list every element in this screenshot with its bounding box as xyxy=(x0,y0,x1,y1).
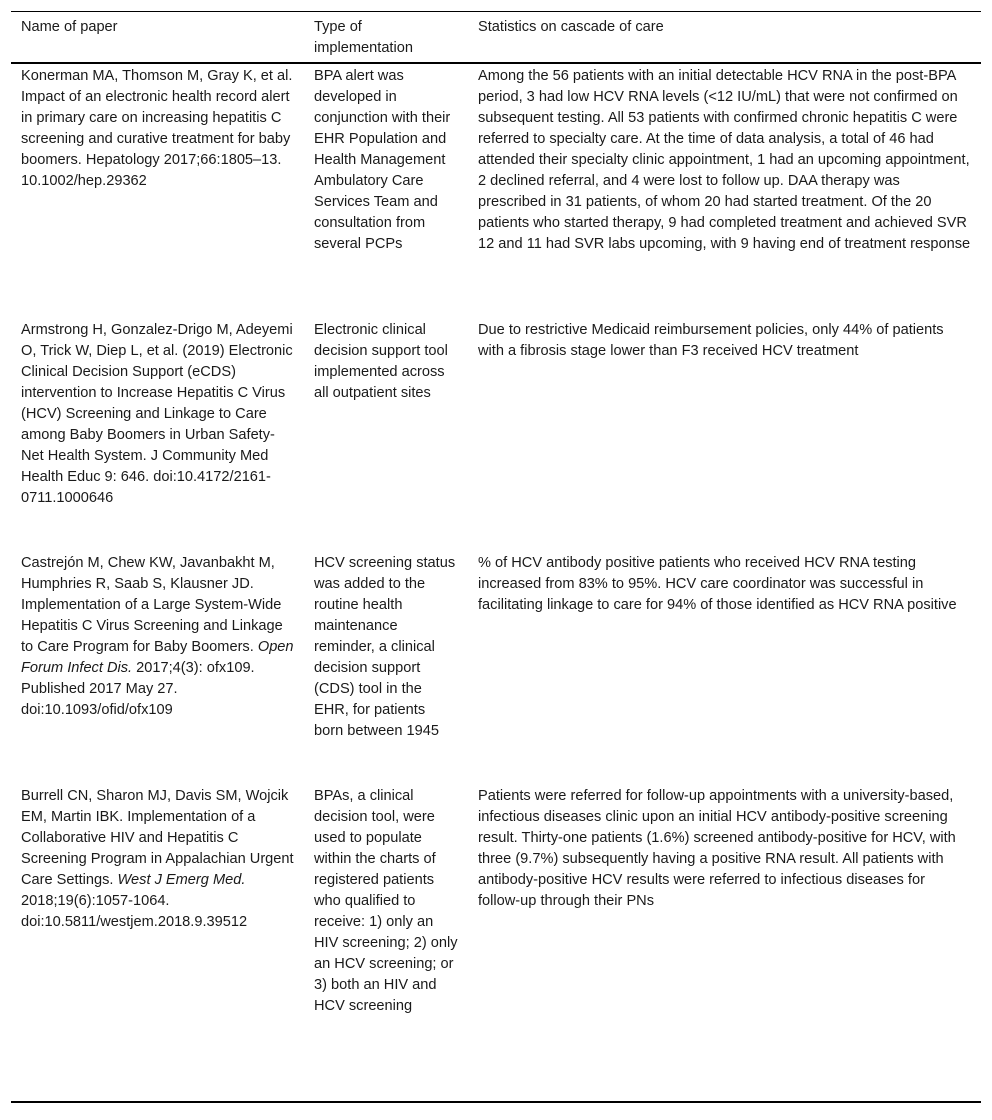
table-row xyxy=(11,784,981,1101)
paper-citation: Castrejón M, Chew KW, Javanbakht M, Humphries R, Saab S, Klausner JD. Implementation of a Large System-Wide Hepatitis C Virus Screening and Linkage to Care Program for Baby Boomers. Open Forum Infect Dis. 2017;4(3): ofx109. Published 2017 May 27. doi:10.1093/ofid/ofx109 xyxy=(21,555,294,718)
table-row xyxy=(11,318,981,551)
cascade-statistics: % of HCV antibody positive patients who received HCV RNA testing increased from 83% to 95%. HCV care coordinator was successful in facilitating linkage to care for 94% of those identified as HCV RNA positive xyxy=(478,555,957,613)
header-name-of-paper: Name of paper xyxy=(21,19,118,35)
implementation-type: BPAs, a clinical decision tool, were used to populate within the charts of registered patients who qualified to receive: 1) only an HIV screening; 2) only an HCV screening; or 3) both an HIV and HCV screening xyxy=(314,788,458,1014)
table-row xyxy=(11,551,981,784)
paper-citation: Burrell CN, Sharon MJ, Davis SM, Wojcik EM, Martin IBK. Implementation of a Collaborative HIV and Hepatitis C Screening Program in Appalachian Urgent Care Settings. West J Emerg Med. 2018;19(6):1057-1064. doi:10.5811/westjem.2018.9.39512 xyxy=(21,788,294,930)
implementation-type: Electronic clinical decision support tool implemented across all outpatient sites xyxy=(314,322,448,401)
header-type-of-implementation: Type of implementation xyxy=(314,19,413,56)
paper-citation: Konerman MA, Thomson M, Gray K, et al. Impact of an electronic health record alert in primary care on increasing hepatitis C screening and curative treatment for baby boomers. Hepatology 2017;66:1805–13. 10.1002/hep.29362 xyxy=(21,68,293,189)
implementation-type: BPA alert was developed in conjunction with their EHR Population and Health Management Ambulatory Care Services Team and consultation from several PCPs xyxy=(314,68,451,252)
table-row xyxy=(11,64,981,318)
cascade-statistics: Patients were referred for follow-up appointments with a university-based, infectious diseases clinic upon an initial HCV antibody-positive screening result. Thirty-one patients (1.6%) screened antibody-positive for HCV, with three (9.7%) subsequently having a positive RNA result. All patients with antibody-positive HCV results were referred to infectious diseases for follow-up through their PNs xyxy=(478,788,956,909)
cascade-statistics: Among the 56 patients with an initial detectable HCV RNA in the post-BPA period, 3 had low HCV RNA levels (<12 IU/mL) that were not confirmed on subsequent testing. All 53 patients with confirmed chronic hepatitis C were referred to specialty care. At the time of data analysis, a total of 46 had attended their specialty clinic appointment, 1 had an upcoming appointment, 2 declined referral, and 4 were lost to follow up. DAA therapy was prescribed in 31 patients, of whom 20 had started treatment. Of the 20 patients who started therapy, 9 had completed treatment and achieved SVR 12 and 11 had SVR labs upcoming, with 9 having end of treatment response xyxy=(478,68,971,252)
cascade-statistics: Due to restrictive Medicaid reimbursement policies, only 44% of patients with a fibrosis stage lower than F3 received HCV treatment xyxy=(478,322,944,359)
header-statistics: Statistics on cascade of care xyxy=(478,19,664,35)
paper-citation: Armstrong H, Gonzalez-Drigo M, Adeyemi O, Trick W, Diep L, et al. (2019) Electronic Clinical Decision Support (eCDS) intervention to Increase Hepatitis C Virus (HCV) Screening and Linkage to Care among Baby Boomers in Urban Safety-Net Health System. J Community Med Health Educ 9: 646. doi:10.4172/2161-0711.1000646 xyxy=(21,322,293,506)
studies-table xyxy=(11,11,981,1103)
implementation-type: HCV screening status was added to the routine health maintenance reminder, a clinical decision support (CDS) tool in the EHR, for patients born between 1945 xyxy=(314,555,456,739)
table-header-row xyxy=(11,12,981,64)
